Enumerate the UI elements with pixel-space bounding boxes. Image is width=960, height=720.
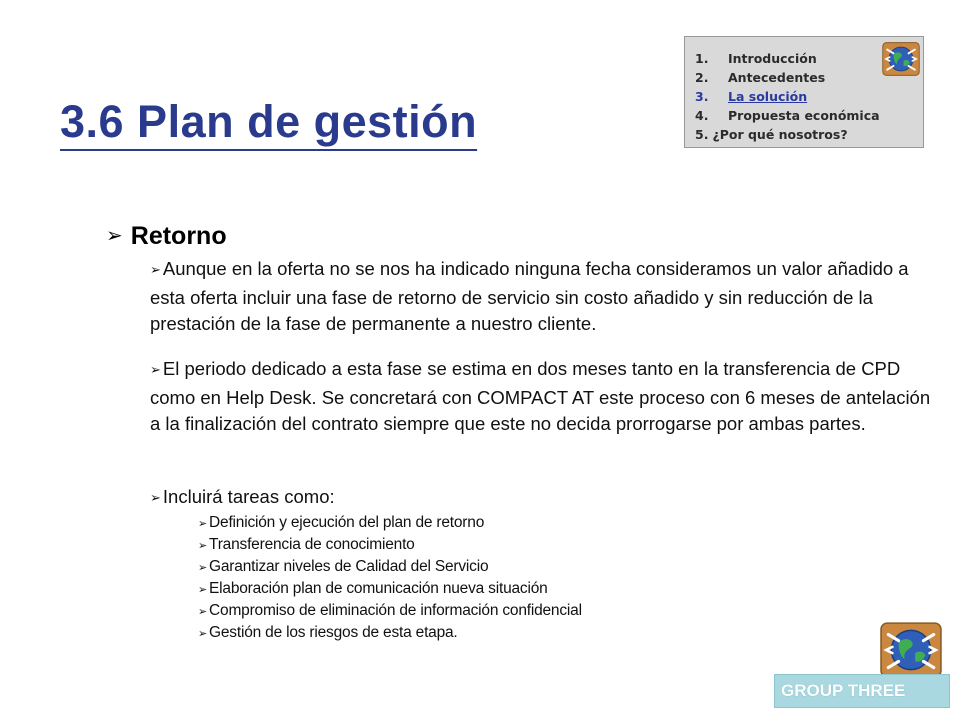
group-three-badge: GROUP THREE bbox=[774, 674, 950, 708]
arrow-bullet-icon: ➢ bbox=[150, 491, 161, 506]
section-heading bbox=[106, 222, 227, 251]
agenda-item-label: Propuesta económica bbox=[728, 108, 880, 123]
arrow-bullet-icon: ➢ bbox=[198, 561, 208, 574]
paragraph-2 bbox=[150, 356, 940, 437]
agenda-item-number: 5. bbox=[695, 127, 709, 142]
task-item bbox=[198, 578, 582, 600]
paragraph-3 bbox=[150, 484, 940, 513]
agenda-item-number: 1. bbox=[695, 51, 709, 66]
agenda-item-label[interactable]: La solución bbox=[728, 89, 808, 104]
task-item bbox=[198, 622, 582, 644]
arrow-bullet-icon: ➢ bbox=[198, 539, 208, 552]
paragraph-text: El periodo dedicado a esta fase se estima en dos meses tanto en la transferencia de CPD como en Help Desk. Se concretará con COMPACT AT este proceso con 6 meses de antelación a la finalización del contrato siempre que este no decida prorrogarse por ambas partes. bbox=[150, 358, 931, 434]
paragraph-1 bbox=[150, 256, 940, 337]
agenda-item-number: 4. bbox=[695, 108, 709, 123]
task-item bbox=[198, 512, 582, 534]
arrow-bullet-icon: ➢ bbox=[198, 583, 208, 596]
task-text: Definición y ejecución del plan de retorno bbox=[209, 514, 485, 531]
task-text: Elaboración plan de comunicación nueva situación bbox=[209, 580, 548, 597]
task-item bbox=[198, 556, 582, 578]
agenda-item-label: Antecedentes bbox=[728, 70, 826, 85]
arrow-bullet-icon: ➢ bbox=[198, 627, 208, 640]
agenda-item-antecedentes[interactable] bbox=[695, 68, 880, 87]
agenda-list bbox=[695, 49, 880, 144]
paragraph-text: Aunque en la oferta no se nos ha indicado ninguna fecha consideramos un valor añadido a esta oferta incluir una fase de retorno de servicio sin costo añadido y sin reducción de la prestación de la fase de permanente a nuestro cliente. bbox=[150, 258, 909, 334]
globe-logo-icon bbox=[880, 622, 942, 678]
tasks-list bbox=[198, 512, 582, 644]
agenda-item-number: 2. bbox=[695, 70, 709, 85]
agenda-item-propuesta-economica[interactable] bbox=[695, 106, 880, 125]
agenda-item-por-que-nosotros[interactable] bbox=[695, 125, 880, 144]
agenda-item-introduccion[interactable] bbox=[695, 49, 880, 68]
slide-title: 3.6 Plan de gestión bbox=[60, 96, 478, 147]
task-text: Transferencia de conocimiento bbox=[209, 536, 415, 553]
globe-logo-icon bbox=[882, 42, 920, 76]
agenda-item-label: ¿Por qué nosotros? bbox=[712, 127, 848, 142]
section-heading-text: Retorno bbox=[130, 222, 227, 250]
arrow-bullet-icon: ➢ bbox=[198, 605, 208, 618]
agenda-item-number: 3. bbox=[695, 89, 709, 104]
task-item bbox=[198, 534, 582, 556]
arrow-bullet-icon: ➢ bbox=[198, 517, 208, 530]
arrow-bullet-icon: ➢ bbox=[150, 363, 161, 378]
agenda-item-la-solucion[interactable] bbox=[695, 87, 880, 106]
arrow-bullet-icon: ➢ bbox=[150, 263, 161, 278]
task-text: Garantizar niveles de Calidad del Servicio bbox=[209, 558, 489, 575]
paragraph-text: Incluirá tareas como: bbox=[162, 486, 335, 507]
arrow-bullet-icon: ➢ bbox=[106, 223, 123, 247]
task-text: Gestión de los riesgos de esta etapa. bbox=[209, 624, 458, 641]
task-item bbox=[198, 600, 582, 622]
task-text: Compromiso de eliminación de información confidencial bbox=[209, 602, 582, 619]
agenda-item-label: Introducción bbox=[728, 51, 817, 66]
